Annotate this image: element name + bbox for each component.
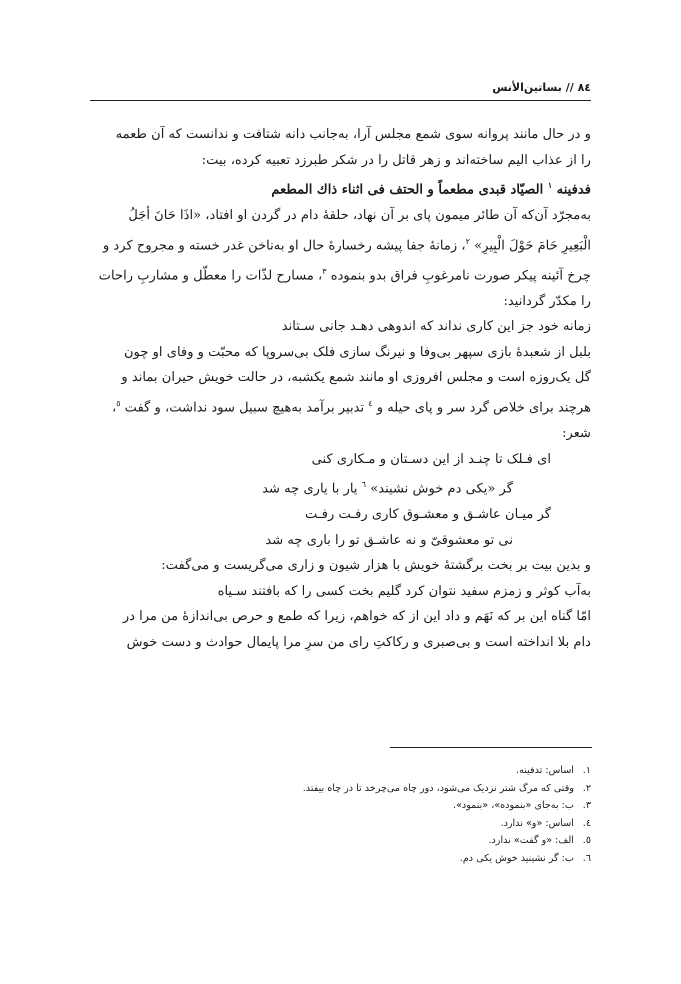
text-line: چرخ آئینه پیکر صورت نامرغوبِ فراق بدو بنموده $^٣$، مسارح لذّات را معطّل و مشاربِ راحات (98, 266, 591, 284)
persian-verse: زمانه خود جز این کاری نداند که اندوهی دهـد جانی سـتاند (281, 319, 591, 335)
poem-line: گر «یکی دم خوش نشیند» $^٦$ یار با یاری چه شد (262, 480, 513, 497)
text-line: و بدین بیت بر بخت برگشتهٔ خویش با هزار شیون و زاری می‌گریست و می‌گفت: (161, 558, 591, 574)
arabic-verse: فدفینه $^١$ الصیّاد قبدی مطعماً و الحتف فی اثناء ذاك المطعم (271, 180, 591, 198)
poem-line: نی تو معشوقیّ و نه عاشـق تو را باری چه شد (265, 532, 513, 548)
footnotes (171, 762, 591, 867)
footnote-5: ٥. الف: «و گفت» ندارد. (488, 835, 591, 846)
footnote-2: ٢. وقتی که مرگ شتر نزدیک می‌شود، دور چاه می‌چرخد تا در چاه بیفتد. (302, 782, 591, 794)
text-line: و در حال مانند پروانه سوی شمع مجلس آرا، به‌جانب دانه شتافت و ندانست که آن طعمه (115, 127, 591, 142)
text-line: به‌مجرّد آن‌که آن طائر میمون پای بر آن نهاد، حلقهٔ دام در گردن او افتاد، «اذَا حَانَ أجَلُ (128, 208, 591, 224)
footnote-1: ١. اساس: تدفینه. (516, 765, 591, 776)
text-line: هرچند برای خلاص گرد سر و پای حیله و $^٤$ تدبیر برآمد به‌هیچ سبیل سود نداشت، و گفت $^٥$، (111, 399, 591, 416)
text-line: را از عذاب الیم ساخته‌اند و زهر قاتل را در شکر طبرزد تعبیه کرده، بیت: (201, 152, 591, 168)
text-line: امّا گناه این بر که نَهَم و داد این از که خواهم، زیرا که طمع و حرص بی‌اندازهٔ من مرا در (122, 609, 591, 625)
footnote-4: ٤. اساس: «و» ندارد. (500, 817, 591, 829)
footnote-3: ٣. ب: به‌جای «بنموده»، «بنمود». (453, 800, 591, 811)
text-line: الْبَعِیرِ حَامَ حَوْلَ الْبِیرِ» $^٢$، زمانهٔ جفا پیشه رخسارهٔ حال او به‌ناخن غدر خسته و مجروح کرد و (102, 236, 591, 254)
running-header (90, 76, 591, 101)
footnote-separator (390, 747, 592, 748)
poem-line: گر میـان عاشـق و معشـوق کاری رفـت رفـت (305, 507, 551, 523)
main-text (80, 122, 591, 656)
text-line: دام بلا انداخته است و بی‌صبری و رکاکتِ رای من سرِ مرا پایمال حوادث و دست خوش (126, 635, 591, 651)
text-line: بلبل از شعبدهٔ بازی سپهر بی‌وفا و نیرنگ سازی فلک بی‌سروپا که محبّت و وفای او چون (123, 344, 591, 360)
text-line: شعر: (562, 425, 591, 441)
persian-verse: به‌آب کوثر و زمزم سفید نتوان کرد گلیم بخت کسی را که بافتند سـیاه (217, 583, 591, 599)
text-line: را مکدّر گردانید: (503, 293, 591, 309)
footnote-6: ٦. ب: گر نشینید خوش یکی دم. (459, 852, 591, 864)
text-line: گل یک‌روزه است و مجلس افروزی او مانند شمع یکشبه، در حالت خویش حیران بماند و (121, 370, 591, 386)
running-title: ٨٤ // بساتین‌الأنس (492, 81, 591, 94)
poem-line: ای فـلک تا چنـد از این دسـتان و مـکاری کنی (311, 451, 551, 467)
